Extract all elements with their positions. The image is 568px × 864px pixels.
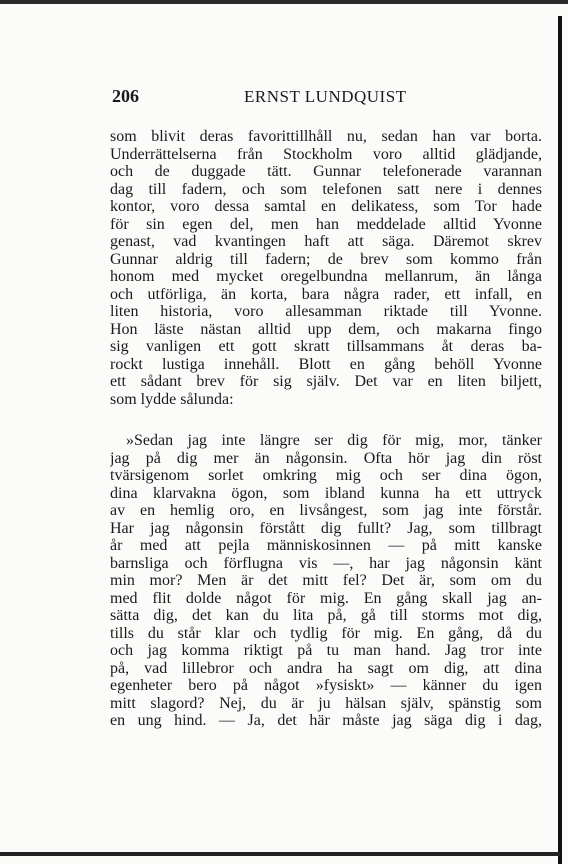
text-line: dag till fadern, och som telefonen satt nere i dennes	[110, 180, 542, 198]
text-line: genast, vad kvantingen haft att säga. Däremot skrev	[110, 233, 542, 250]
text-line: som lydde sålunda:	[110, 390, 234, 408]
text-line: en ung hind. — Ja, det här måste jag säga dig i dag,	[110, 712, 542, 729]
text-line: mitt slagord? Nej, du är ju hälsan själv, spänstig som	[110, 694, 542, 712]
text-line: liten historia, voro allesamman riktade till Yvonne.	[110, 303, 542, 320]
text-line: tills du står klar och tydlig för mig. En gång, då du	[110, 624, 542, 642]
text-line: sätta dig, det kan du lita på, gå till storms mot dig,	[110, 607, 542, 624]
text-line: »Sedan jag inte längre ser dig för mig, mor, tänker	[126, 432, 542, 449]
text-line: och utförliga, än korta, bara några rader, ett infall, en	[110, 285, 542, 303]
text-line: med flit dolde något för mig. En gång skall jag an-	[110, 589, 542, 607]
text-line: på, vad lillebror och andra ha sagt om dig, att dina	[110, 659, 542, 677]
page-header	[112, 86, 540, 108]
text-line: och jag komma riktigt på tu man hand. Jag tror inte	[110, 642, 542, 659]
text-line: honom med mycket oregelbundna mellanrum, än långa	[110, 268, 542, 285]
text-line: år med att pejla människosinnen — på mitt kanske	[110, 537, 542, 554]
text-line: barnsliga och förflugna vis —, har jag någonsin känt	[110, 554, 542, 572]
text-line: för sin egen del, men han meddelade alltid Yvonne	[110, 215, 542, 233]
page-top-edge	[0, 0, 568, 4]
text-line: dina klarvakna ögon, som ibland kunna ha ett uttryck	[110, 484, 542, 502]
page-right-edge	[558, 16, 562, 864]
text-line: som blivit deras favorittillhåll nu, sedan han var borta.	[110, 128, 542, 145]
text-line: av en hemlig oro, en livsångest, som jag inte förstår.	[110, 502, 542, 519]
page-number: 206	[112, 86, 139, 106]
text-line: jag på dig mer än någonsin. Ofta hör jag din röst	[110, 449, 542, 467]
text-line: tvärsigenom sorlet omkring mig och ser dina ögon,	[110, 467, 542, 484]
text-line: sig vanligen ett gott skratt tillsammans åt deras ba-	[110, 338, 542, 355]
text-line: egenheter bero på något »fysiskt» — känner du igen	[110, 677, 542, 694]
paragraph-2	[110, 432, 542, 730]
text-line: och de duggade tätt. Gunnar telefonerade varannan	[110, 163, 542, 180]
paragraph-1	[110, 128, 542, 408]
text-line: rockt lustiga innehåll. Blott en gång behöll Yvonne	[110, 355, 542, 373]
text-line: Har jag någonsin förstått dig fullt? Jag, som tillbragt	[110, 519, 542, 537]
page-bottom-edge	[0, 852, 560, 856]
text-line: kontor, voro dessa samtal en delikatess, som Tor hade	[110, 198, 542, 215]
text-line: Underrättelserna från Stockholm voro alltid glädjande,	[110, 145, 542, 163]
running-head: ERNST LUNDQUIST	[244, 87, 407, 106]
text-line: ett sådant brev för sig själv. Det var en liten biljett,	[110, 373, 542, 390]
text-line: Hon läste nästan alltid upp dem, och makarna fingo	[110, 320, 542, 338]
text-line: min mor? Men är det mitt fel? Det är, som om du	[110, 572, 542, 589]
text-line: Gunnar aldrig till fadern; de brev som kommo från	[110, 250, 542, 268]
